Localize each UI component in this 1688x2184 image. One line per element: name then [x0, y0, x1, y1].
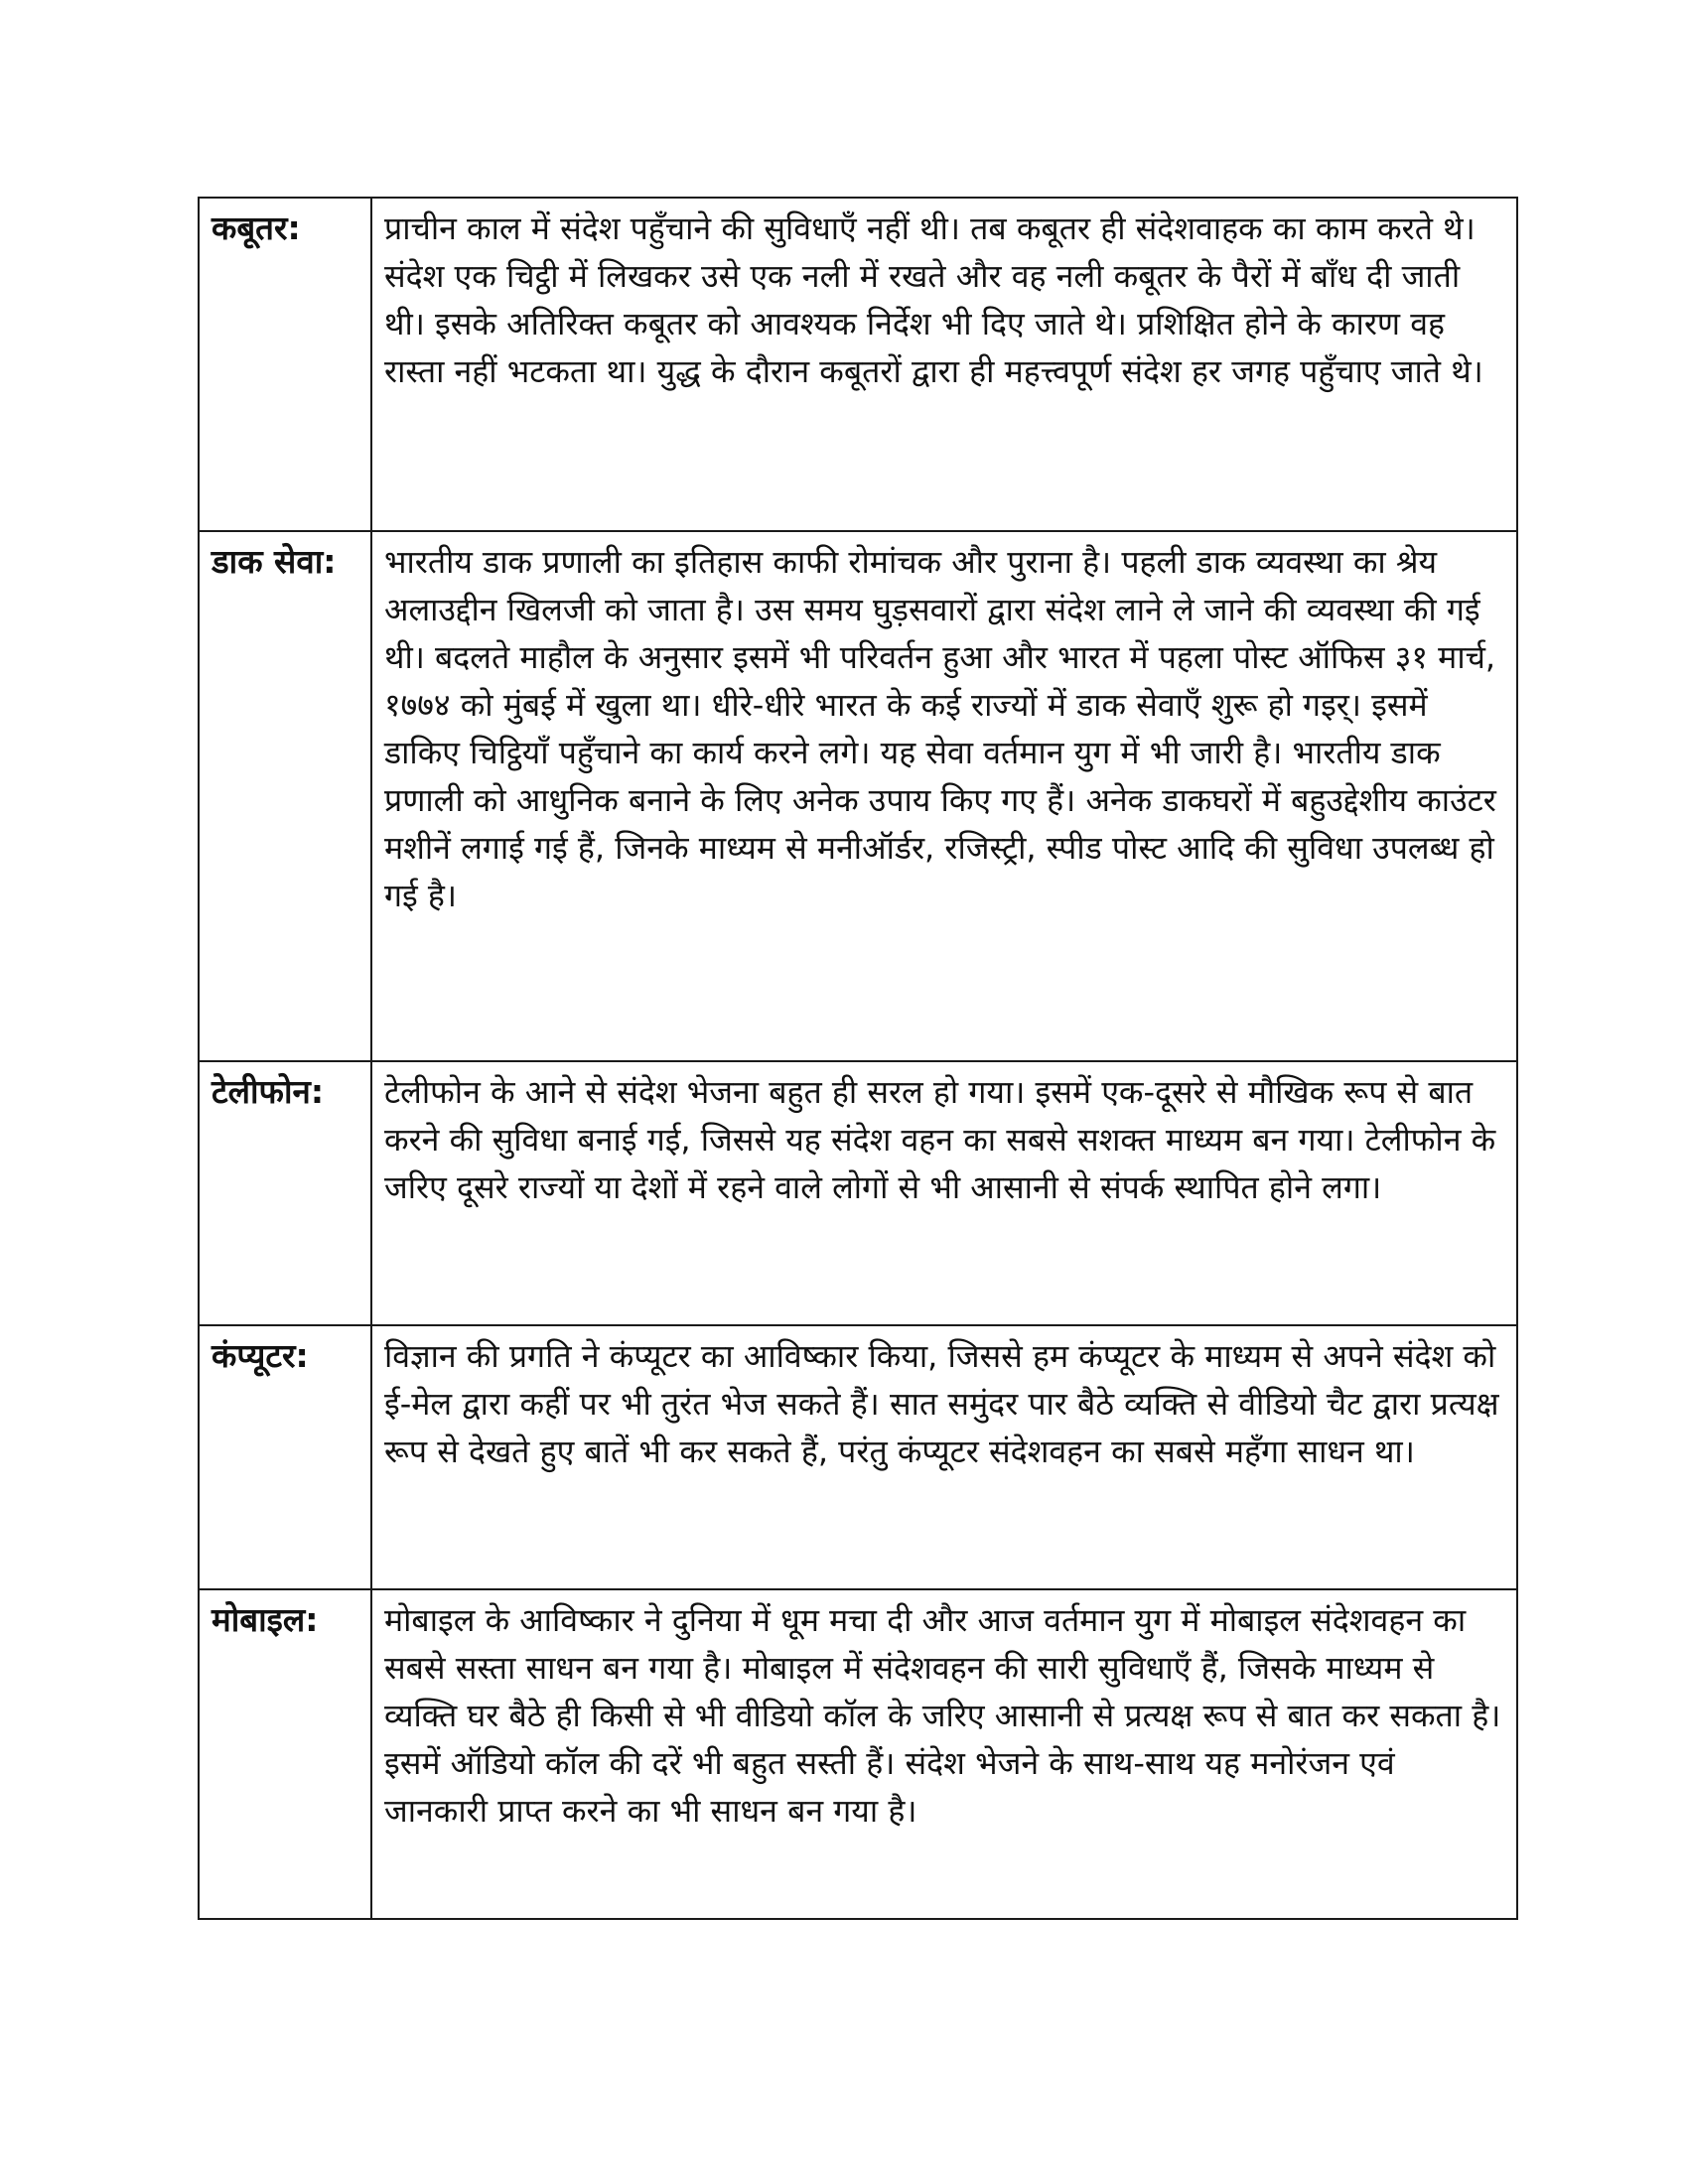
description-computer: विज्ञान की प्रगति ने कंप्यूटर का आविष्कार किया, जिससे हम कंप्यूटर के माध्यम से अपने संदेश को ई-मेल द्वारा कहीं पर भी तुरंत भेज सकते हैं। सात समुंदर पार बैठे व्यक्ति से वीडियो चैट द्वारा प्रत्यक्ष रूप से देखते हुए बातें भी कर सकते हैं, परंतु कंप्यूटर संदेशवहन का सबसे महँगा साधन था। — [371, 1325, 1517, 1589]
description-postal-service: भारतीय डाक प्रणाली का इतिहास काफी रोमांचक और पुराना है। पहली डाक व्यवस्था का श्रेय अलाउद्दीन खिलजी को जाता है। उस समय घुड़सवारों द्वारा संदेश लाने ले जाने की व्यवस्था की गई थी। बदलते माहौल के अनुसार इसमें भी परिवर्तन हुआ और भारत में पहला पोस्ट ऑफिस ३१ मार्च, १७७४ को मुंबई में खुला था। धीरे-धीरे भारत के कई राज्यों में डाक सेवाएँ शुरू हो गइर्। इसमें डाकिए चिट्ठियाँ पहुँचाने का कार्य करने लगे। यह सेवा वर्तमान युग में भी जारी है। भारतीय डाक प्रणाली को आधुनिक बनाने के लिए अनेक उपाय किए गए हैं। अनेक डाकघरों में बहुउद्देशीय काउंटर मशीनें लगाई गई हैं, जिनके माध्यम से मनीऑर्डर, रजिस्ट्री, स्पीड पोस्ट आदि की सुविधा उपलब्ध हो गई है। — [371, 531, 1517, 1061]
table-row-computer — [199, 1325, 1517, 1589]
term-mobile: मोबाइल: — [199, 1589, 371, 1919]
description-telephone: टेलीफोन के आने से संदेश भेजना बहुत ही सरल हो गया। इसमें एक-दूसरे से मौखिक रूप से बात करने की सुविधा बनाई गई, जिससे यह संदेश वहन का सबसे सशक्त माध्यम बन गया। टेलीफोन के जरिए दूसरे राज्यों या देशों में रहने वाले लोगों से भी आसानी से संपर्क स्थापित होने लगा। — [371, 1061, 1517, 1325]
communication-means-table — [198, 197, 1518, 1920]
table-row-mobile — [199, 1589, 1517, 1919]
table-row-postal-service — [199, 531, 1517, 1061]
term-computer: कंप्यूटर: — [199, 1325, 371, 1589]
table-row-telephone — [199, 1061, 1517, 1325]
description-pigeon: प्राचीन काल में संदेश पहुँचाने की सुविधाएँ नहीं थी। तब कबूतर ही संदेशवाहक का काम करते थे। संदेश एक चिट्ठी में लिखकर उसे एक नली में रखते और वह नली कबूतर के पैरों में बाँध दी जाती थी। इसके अतिरिक्त कबूतर को आवश्यक निर्देश भी दिए जाते थे। प्रशिक्षित होने के कारण वह रास्ता नहीं भटकता था। युद्ध के दौरान कबूतरों द्वारा ही महत्त्वपूर्ण संदेश हर जगह पहुँचाए जाते थे। — [371, 198, 1517, 531]
description-mobile: मोबाइल के आविष्कार ने दुनिया में धूम मचा दी और आज वर्तमान युग में मोबाइल संदेशवहन का सबसे सस्ता साधन बन गया है। मोबाइल में संदेशवहन की सारी सुविधाएँ हैं, जिसके माध्यम से व्यक्ति घर बैठे ही किसी से भी वीडियो कॉल के जरिए आसानी से प्रत्यक्ष रूप से बात कर सकता है। इसमें ऑडियो कॉल की दरें भी बहुत सस्ती हैं। संदेश भेजने के साथ-साथ यह मनोरंजन एवं जानकारी प्राप्त करने का भी साधन बन गया है। — [371, 1589, 1517, 1919]
term-pigeon: कबूतर: — [199, 198, 371, 531]
term-postal-service: डाक सेवा: — [199, 531, 371, 1061]
term-telephone: टेलीफोन: — [199, 1061, 371, 1325]
table-row-pigeon — [199, 198, 1517, 531]
